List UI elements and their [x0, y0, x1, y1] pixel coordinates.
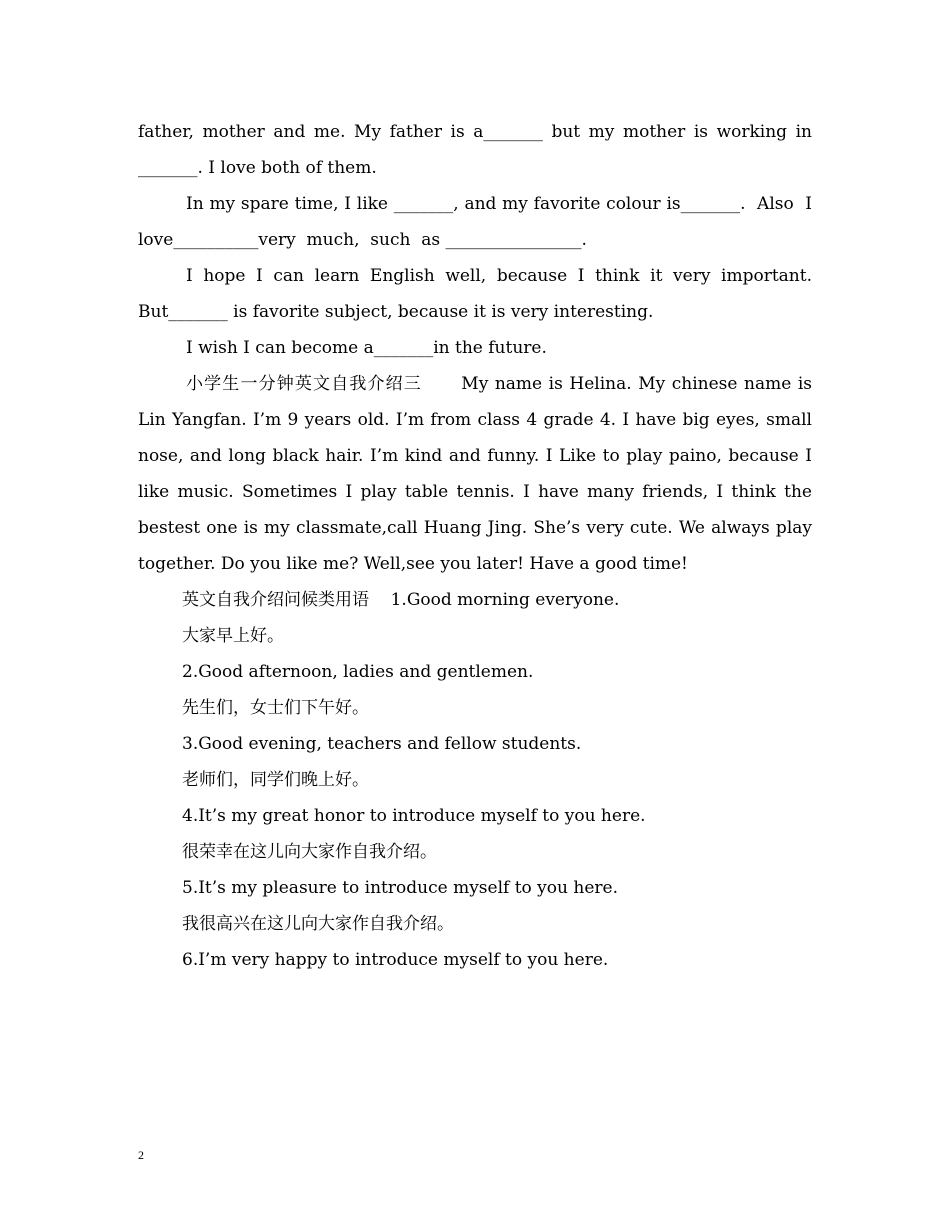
phrase-line: 5.It’s my pleasure to introduce myself to you here.	[182, 878, 618, 898]
phrase-line: 很荣幸在这儿向大家作自我介绍。	[182, 842, 437, 862]
phrase-line: 老师们，同学们晚上好。	[182, 770, 369, 790]
paragraph-english: I hope I can learn English well, because I think it very important. But_______ is favorite subject, because it is very interesting.	[138, 266, 818, 322]
phrase-line: 4.It’s my great honor to introduce myself to you here.	[182, 806, 646, 826]
paragraph-family: father, mother and me. My father is a_______ but my mother is working in _______. I love both of them.	[138, 122, 818, 178]
paragraph-spare-time: In my spare time, I like _______, and my favorite colour is_______. Also I love__________very much, such as ________________.	[138, 194, 823, 250]
document-body	[138, 114, 823, 978]
phrase-line: 英文自我介绍问候类用语 1.Good morning everyone.	[182, 590, 620, 610]
phrase-line: 先生们，女士们下午好。	[182, 698, 369, 718]
phrase-line: 6.I’m very happy to introduce myself to you here.	[182, 950, 609, 970]
page-number: 2	[138, 1148, 144, 1162]
phrase-line: 2.Good afternoon, ladies and gentlemen.	[182, 662, 534, 682]
paragraph-future: I wish I can become a_______in the future.	[186, 338, 547, 358]
phrase-line: 大家早上好。	[182, 626, 284, 646]
phrase-line: 我很高兴在这儿向大家作自我介绍。	[182, 914, 454, 934]
paragraph-introduction-three: 小学生一分钟英文自我介绍三 My name is Helina. My chinese name is Lin Yangfan. I’m 9 years old. I’m from class 4 grade 4. I have big eyes, small nose, and long black hair. I’m kind and funny. I Like to play paino, because I like music. Sometimes I play table tennis. I have many friends, I think the bestest one is my classmate,call Huang Jing. She’s very cute. We always play together. Do you like me? Well,see you later! Have a good time!	[138, 374, 818, 574]
phrase-line: 3.Good evening, teachers and fellow students.	[182, 734, 582, 754]
